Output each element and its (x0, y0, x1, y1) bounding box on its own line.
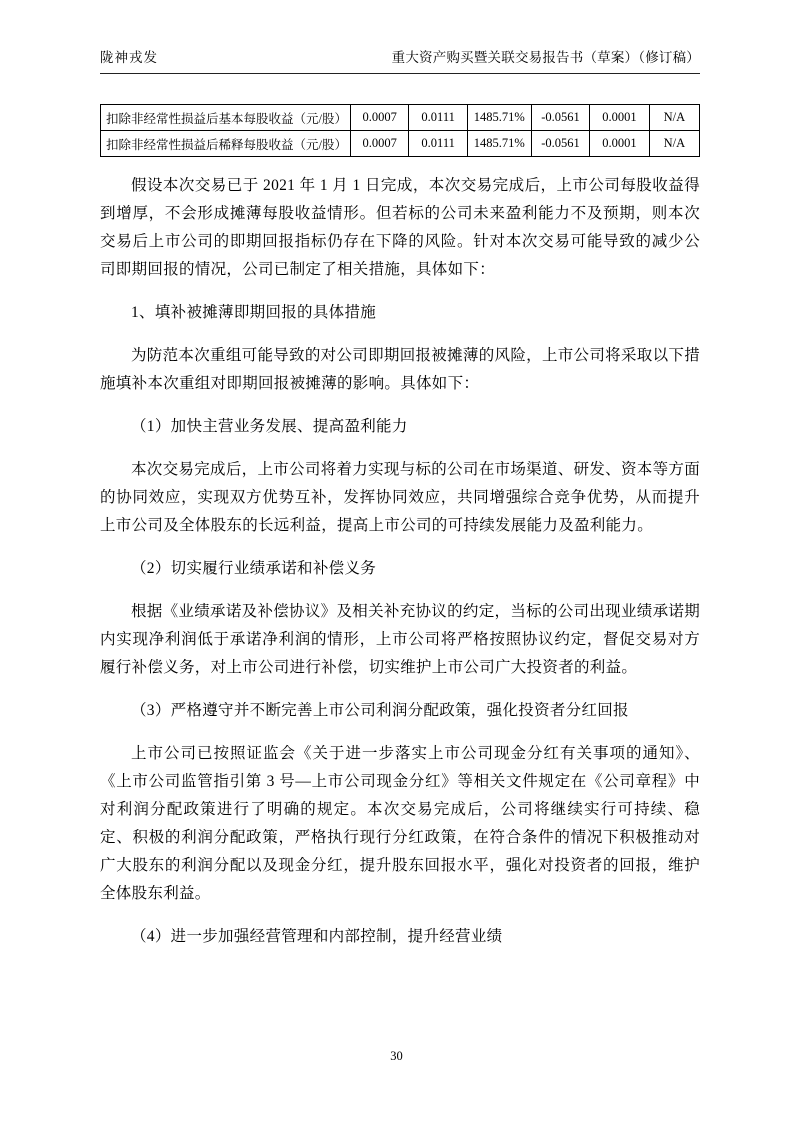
body-paragraph: 上市公司已按照证监会《关于进一步落实上市公司现金分红有关事项的通知》、《上市公司监管指引第 3 号—上市公司现金分红》等相关文件规定在《公司章程》中对利润分配政策进行了明确的规定。本次交易完成后，公司将继续实行可持续、稳定、积极的利润分配政策，严格执行现行分红政策，在符合条件的情况下积极推动对广大股东的利润分配以及现金分红，提升股东回报水平，强化对投资者的回报，维护全体股东利益。 (100, 745, 700, 902)
page-number: 30 (390, 1049, 403, 1063)
table-cell-label: 扣除非经常性损益后基本每股收益（元/股） (101, 105, 351, 131)
section-heading: 1、填补被摊薄即期回报的具体措施 (131, 304, 377, 321)
table-cell-value: 1485.71% (467, 105, 531, 131)
body-paragraph: 假设本次交易已于 2021 年 1 月 1 日完成，本次交易完成后，上市公司每股收益得到增厚，不会形成摊薄每股收益情形。但若标的公司未来盈利能力不及预期，则本次交易后上市公司的即期回报指标仍存在下降的风险。针对本次交易可能导致的减少公司即期回报的情况，公司已制定了相关措施，具体如下： (100, 177, 700, 278)
section-heading: （3）严格遵守并不断完善上市公司利润分配政策，强化投资者分红回报 (131, 702, 629, 719)
body-paragraph: 本次交易完成后，上市公司将着力实现与标的公司在市场渠道、研发、资本等方面的协同效应，实现双方优势互补，发挥协同效应，共同增强综合竞争优势，从而提升上市公司及全体股东的长远利益，提高上市公司的可持续发展能力及盈利能力。 (100, 461, 700, 534)
table-cell-value: N/A (649, 131, 699, 157)
section-heading: （2）切实履行业绩承诺和补偿义务 (131, 560, 377, 577)
table-cell-value: N/A (649, 105, 699, 131)
table-cell-value: 1485.71% (467, 131, 531, 157)
table-cell-value: 0.0111 (409, 131, 467, 157)
table-cell-value: -0.0561 (531, 105, 590, 131)
page-header (100, 46, 700, 74)
body-paragraph: 为防范本次重组可能导致的对公司即期回报被摊薄的风险，上市公司将采取以下措施填补本次重组对即期回报被摊薄的影响。具体如下： (100, 347, 700, 392)
table-cell-value: 0.0007 (350, 105, 408, 131)
section-heading: （1）加快主营业务发展、提高盈利能力 (131, 418, 408, 435)
table-cell-value: -0.0561 (531, 131, 590, 157)
section-heading: （4）进一步加强经营管理和内部控制，提升经营业绩 (131, 928, 503, 945)
table-cell-value: 0.0001 (590, 105, 649, 131)
header-report-title: 重大资产购买暨关联交易报告书（草案）（修订稿） (391, 50, 700, 65)
table-cell-value: 0.0111 (409, 105, 467, 131)
table-row (101, 131, 700, 157)
table-row (101, 105, 700, 131)
table-cell-value: 0.0001 (590, 131, 649, 157)
document-body (100, 172, 700, 951)
table-cell-label: 扣除非经常性损益后稀释每股收益（元/股） (101, 131, 351, 157)
body-paragraph: 根据《业绩承诺及补偿协议》及相关补充协议的约定，当标的公司出现业绩承诺期内实现净利润低于承诺净利润的情形，上市公司将严格按照协议约定，督促交易对方履行补偿义务，对上市公司进行补偿，切实维护上市公司广大投资者的利益。 (100, 603, 700, 676)
eps-table (100, 104, 700, 157)
page-footer (0, 1049, 793, 1064)
header-company-name: 陇神戎发 (100, 50, 158, 65)
table-cell-value: 0.0007 (350, 131, 408, 157)
